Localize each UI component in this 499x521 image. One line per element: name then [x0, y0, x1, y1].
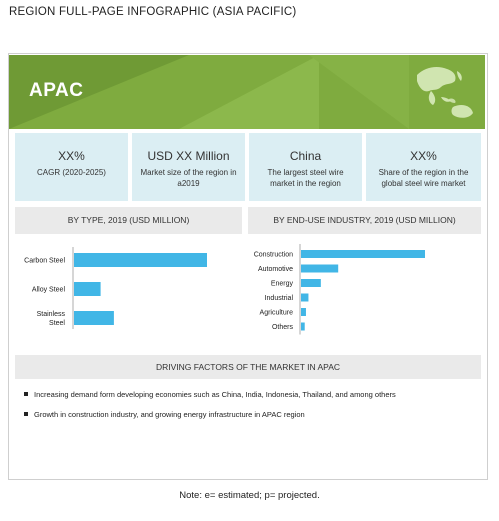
- category-label: Others: [271, 324, 293, 331]
- category-label: Carbon Steel: [24, 257, 65, 265]
- type-chart-title: BY TYPE, 2019 (USD MILLION): [15, 207, 242, 234]
- bar-stainless-steel: [74, 311, 114, 325]
- stat-cagr: [15, 133, 128, 201]
- category-label: Stainless Steel: [36, 311, 65, 327]
- stat-value: XX%: [410, 149, 437, 163]
- drivers-title: DRIVING FACTORS OF THE MARKET IN APAC: [15, 355, 481, 379]
- bullet-icon: [24, 392, 28, 396]
- bar-industrial: [301, 294, 308, 302]
- footnote: Note: e= estimated; p= projected.: [179, 490, 320, 501]
- driver-item: [24, 410, 305, 419]
- category-label: Construction: [253, 251, 293, 259]
- stat-description: CAGR (2020-2025): [37, 168, 106, 177]
- category-label: Alloy Steel: [31, 286, 65, 294]
- driver-text: Growth in construction industry, and growing energy infrastructure in APAC region: [34, 410, 305, 419]
- key-stats: [15, 133, 481, 201]
- category-label: Agriculture: [259, 309, 293, 317]
- driver-text: Increasing demand form developing economies such as China, India, Indonesia, Thailand, and among others: [34, 390, 396, 399]
- bar-others: [301, 323, 305, 331]
- bar-energy: [301, 279, 321, 287]
- bar-agriculture: [301, 308, 306, 316]
- category-label: Automotive: [257, 266, 293, 273]
- stat-description: The largest steel wire market in the region: [267, 168, 344, 188]
- region-banner: [9, 55, 485, 129]
- stat-market-size: [132, 133, 245, 201]
- type-bar-chart: [15, 240, 242, 340]
- stat-description: Market size of the region in a2019: [140, 168, 237, 188]
- industry-bar-chart: [248, 240, 481, 340]
- stat-largest-market: [249, 133, 362, 201]
- stat-description: Share of the region in the global steel wire market: [378, 168, 469, 188]
- stat-value: XX%: [58, 149, 85, 163]
- stat-value: China: [289, 149, 322, 163]
- banner-title: APAC: [29, 80, 84, 101]
- bullet-icon: [24, 412, 28, 416]
- category-label: Industrial: [264, 295, 293, 302]
- stat-value: USD XX Million: [147, 149, 230, 163]
- category-label: Energy: [270, 280, 293, 288]
- driver-item: [24, 390, 396, 399]
- industry-chart-title: BY END-USE INDUSTRY, 2019 (USD MILLION): [248, 207, 481, 234]
- asia-pacific-map-icon: [411, 61, 479, 123]
- bar-automotive: [301, 265, 338, 273]
- stat-global-share: [366, 133, 481, 201]
- bar-construction: [301, 250, 425, 258]
- bar-carbon-steel: [74, 253, 207, 267]
- page-title: REGION FULL-PAGE INFOGRAPHIC (ASIA PACIFIC): [9, 6, 297, 18]
- bar-alloy-steel: [74, 282, 101, 296]
